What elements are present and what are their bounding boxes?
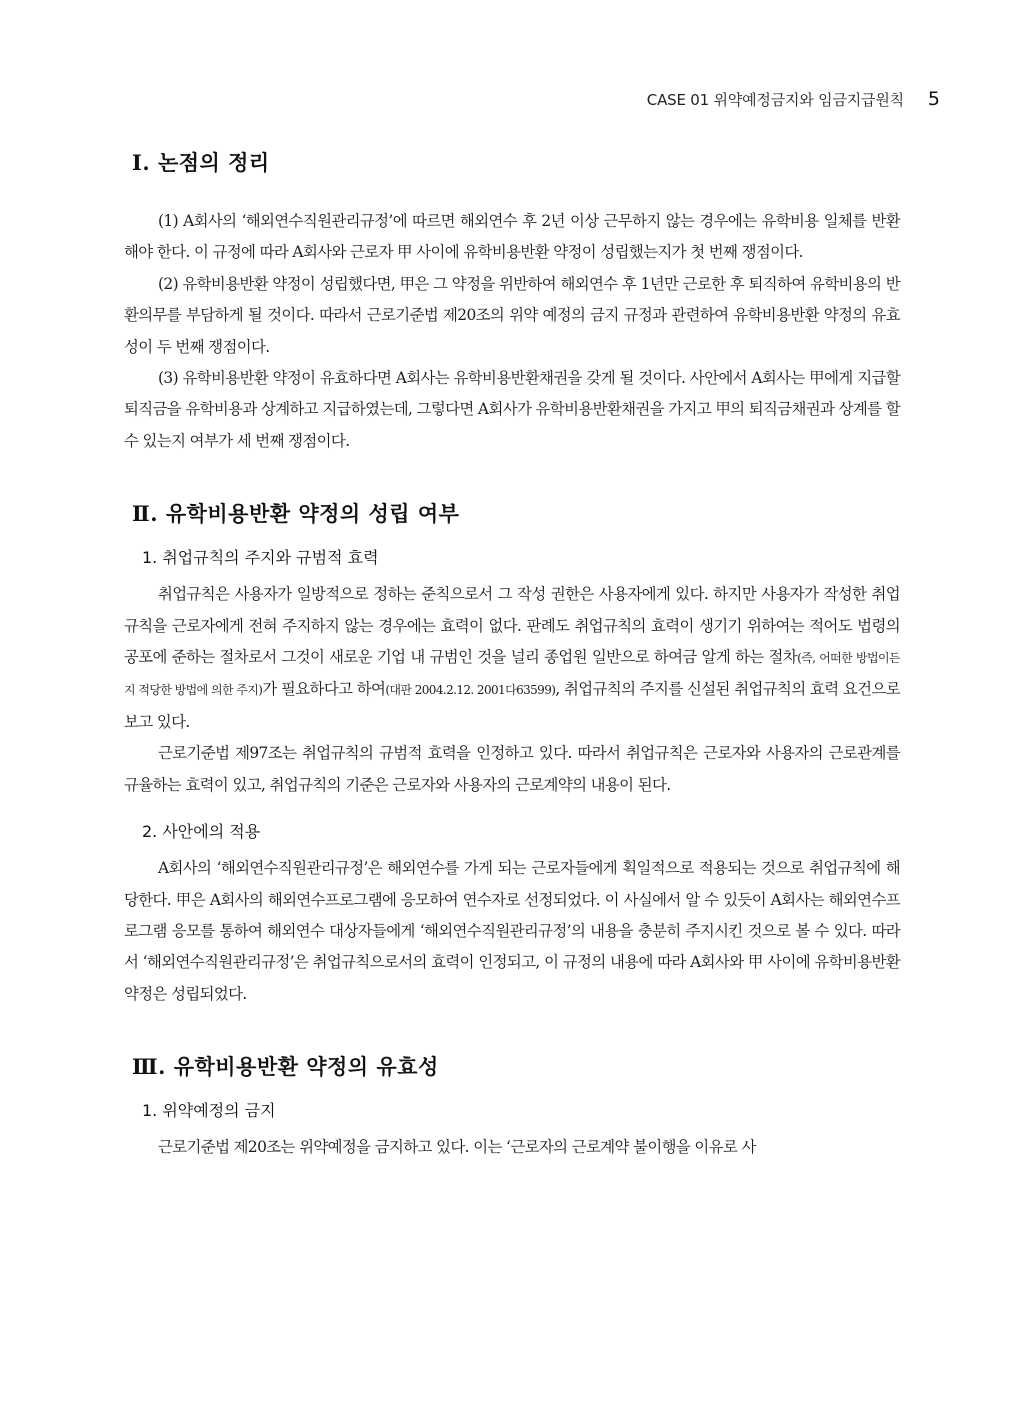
- paragraph-text: , 취업규칙의 주지를 신설된 취업규칙의 효력 요건으로 보고 있다.: [124, 680, 900, 731]
- subsection-heading: 2. 사안에의 적용: [142, 822, 261, 842]
- page-body: [124, 148, 900, 1164]
- paragraph: (3) 유학비용반환 약정이 유효하다면 A회사는 유학비용반환채권을 갖게 될 것이다. 사안에서 A회사는 甲에게 지급할 퇴직금을 유학비용과 상계하고 지급하였는데, 그렇다면 A회사가 유학비용반환채권을 가지고 甲의 퇴직금채권과 상계를 할 수 있는지 여부가 세 번째 쟁점이다.: [124, 369, 900, 450]
- paragraph-text: 가 필요하다고 하여: [262, 680, 386, 699]
- section-heading-1: Ⅰ. 논점의 정리: [132, 150, 270, 175]
- paragraph: A회사의 ‘해외연수직원관리규정’은 해외연수를 가게 되는 근로자들에게 획일적으로 적용되는 것으로 취업규칙에 해당한다. 甲은 A회사의 해외연수프로그램에 응모하여 연수자로 선정되었다. 이 사실에서 알 수 있듯이 A회사는 해외연수프로그램 응모를 통하여 해외연수 대상자들에게 ‘해외연수직원관리규정’의 내용을 충분히 주지시킨 것으로 볼 수 있다. 따라서 ‘해외연수직원관리규정’은 취업규칙으로서의 효력이 인정되고, 이 규정의 내용에 따라 A회사와 甲 사이에 유학비용반환 약정은 성립되었다.: [124, 859, 900, 1003]
- subsection-heading: 1. 위약예정의 금지: [142, 1101, 276, 1121]
- case-citation: (대판 2004.2.12. 2001다63599): [385, 683, 556, 698]
- subsection-heading: 1. 취업규칙의 주지와 규범적 효력: [142, 548, 379, 568]
- paragraph: 근로기준법 제97조는 취업규칙의 규범적 효력을 인정하고 있다. 따라서 취업규칙은 근로자와 사용자의 근로관계를 규율하는 효력이 있고, 취업규칙의 기준은 근로자와 사용자의 근로계약의 내용이 된다.: [124, 744, 900, 794]
- paragraph: 근로기준법 제20조는 위약예정을 금지하고 있다. 이는 ‘근로자의 근로계약 불이행을 이유로 사: [158, 1138, 756, 1157]
- inline-note: (즉, 어떠한 방법이든지 적당한 방법에 의한 주지): [124, 651, 900, 698]
- section-heading-2: Ⅱ. 유학비용반환 약정의 성립 여부: [132, 501, 460, 527]
- paragraph: (1) A회사의 ‘해외연수직원관리규정’에 따르면 해외연수 후 2년 이상 근무하지 않는 경우에는 유학비용 일체를 반환해야 한다. 이 규정에 따라 A회사와 근로자 甲 사이에 유학비용반환 약정이 성립했는지가 첫 번째 쟁점이다.: [124, 212, 900, 262]
- page-number: 5: [927, 88, 940, 110]
- paragraph: (2) 유학비용반환 약정이 성립했다면, 甲은 그 약정을 위반하여 해외연수 후 1년만 근로한 후 퇴직하여 유학비용의 반환의무를 부담하게 될 것이다. 따라서 근로기준법 제20조의 위약 예정의 금지 규정과 관련하여 유학비용반환 약정의 유효성이 두 번째 쟁점이다.: [124, 274, 900, 356]
- section-heading-3: Ⅲ. 유학비용반환 약정의 유효성: [132, 1054, 439, 1080]
- running-title: CASE 01 위약예정금지와 임금지급원칙: [646, 91, 904, 109]
- running-header: [647, 88, 940, 110]
- paragraph-text: 취업규칙은 사용자가 일방적으로 정하는 준칙으로서 그 작성 권한은 사용자에게 있다. 하지만 사용자가 작성한 취업규칙을 근로자에게 전혀 주지하지 않는 경우에는 효력이 없다. 판례도 취업규칙의 효력이 생기기 위하여는 적어도 법령의 공포에 준하는 절차로서 그것이 새로운 기업 내 규범인 것을 널리 종업원 일반으로 하여금 알게 하는 절차: [124, 585, 900, 667]
- paragraph: [124, 579, 900, 738]
